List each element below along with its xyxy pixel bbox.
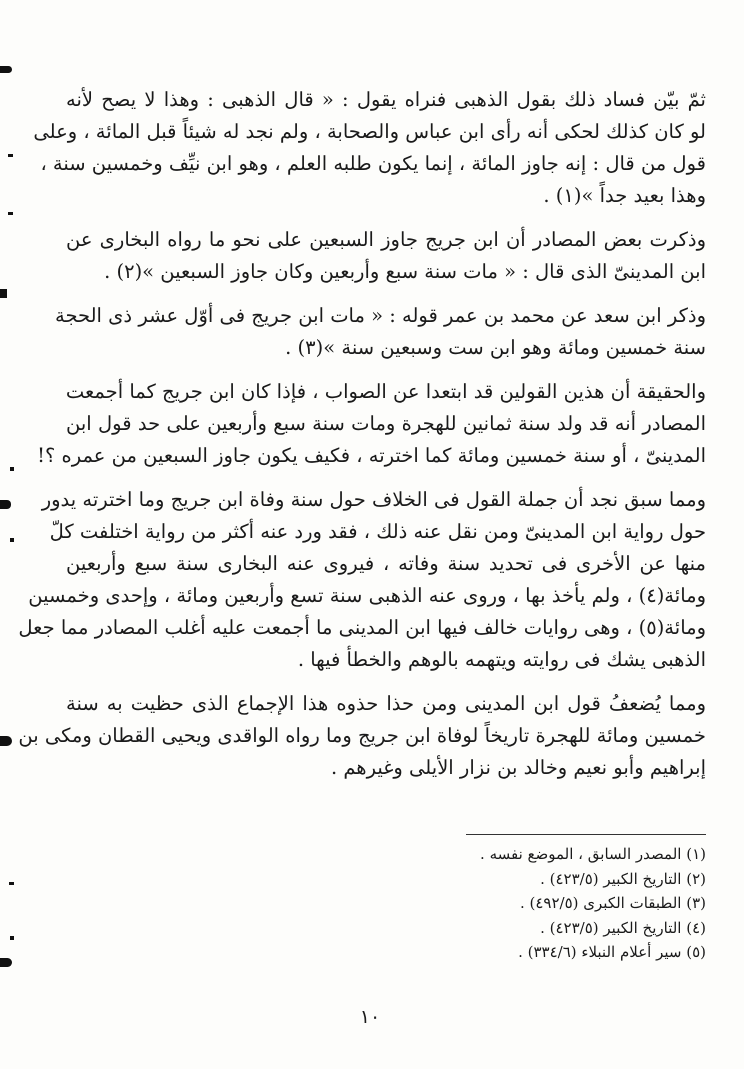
text-line: منها عن الأخرى فى تحديد سنة وفاته ، فيروى عنه البخارى سنة سبع وأربعين: [66, 552, 706, 575]
paragraph: [66, 224, 706, 288]
text-line: ومما سبق نجد أن جملة القول فى الخلاف حول سنة وفاة ابن جريج وما اخترته يدور: [41, 488, 706, 511]
scan-mark: [10, 538, 14, 542]
text-line: المدينىّ ، أو سنة خمسين ومائة كما اخترته ، فكيف يكون جاوز السبعين من عمره ؟!: [37, 444, 706, 467]
footnote: (٥) سير أعلام النبلاء (٣٣٤/٦) .: [518, 943, 706, 961]
paragraph: [33, 84, 706, 212]
footnote: (١) المصدر السابق ، الموضع نفسه .: [480, 845, 706, 863]
text-line: ومائة(٤) ، ولم يأخذ بها ، وروى عنه الذهبى سنة تسع وأربعين ومائة ، وإحدى وخمسين: [28, 584, 706, 607]
body-text: [18, 84, 706, 796]
footnote: (٣) الطبقات الكبرى (٤٩٢/٥) .: [519, 894, 706, 912]
scan-mark: [10, 467, 14, 471]
scan-mark: [8, 154, 13, 157]
paragraph: [18, 688, 706, 784]
scan-mark: [0, 500, 11, 509]
paragraph: [37, 376, 706, 472]
scan-mark: [0, 736, 12, 746]
scan-mark: [0, 289, 7, 298]
text-line: وذكر ابن سعد عن محمد بن عمر قوله : « مات ابن جريج فى أوّل عشر ذى الحجة: [54, 304, 706, 327]
paragraph: [54, 300, 706, 364]
scan-mark: [9, 882, 14, 885]
text-line: المصادر أنه قد ولد سنة ثمانين للهجرة ومات سنة سبع وأربعين على حد قول ابن: [66, 412, 706, 435]
text-line: وهذا بعيد جداً »(١) .: [543, 184, 706, 207]
text-line: إبراهيم وأبو نعيم وخالد بن نزار الأيلى وغيرهم .: [330, 756, 706, 779]
scan-mark: [0, 66, 12, 73]
footnote: (٢) التاريخ الكبير (٤٢٣/٥) .: [540, 869, 706, 888]
scan-mark: [8, 212, 13, 215]
text-line: لو كان كذلك لحكى أنه رأى ابن عباس والصحابة ، ولم نجد له شيئاً قبل المائة ، وعلى: [33, 120, 706, 143]
text-line: ابن المدينىّ الذى قال : « مات سنة سبع وأربعين وكان جاوز السبعين »(٢) .: [104, 260, 706, 283]
text-line: وذكرت بعض المصادر أن ابن جريج جاوز السبعين على نحو ما رواه البخارى عن: [66, 228, 706, 251]
footnotes: [306, 842, 706, 965]
paragraph: [18, 484, 706, 676]
scan-mark: [0, 958, 12, 967]
footnote-separator: [466, 834, 706, 835]
text-line: قول من قال : إنه جاوز المائة ، إنما يكون طلبه العلم ، وهو ابن نيِّف وخمسين سنة ،: [40, 152, 706, 175]
text-line: حول رواية ابن المدينىّ ومن نقل عنه ذلك ، فقد ورد عنه أكثر من رواية اختلفت كلّ: [49, 520, 706, 543]
text-line: الذهبى يشك فى روايته ويتهمه بالوهم والخطأ فيها .: [297, 648, 706, 671]
footnote: (٤) التاريخ الكبير (٤٢٣/٥) .: [540, 918, 706, 937]
text-line: خمسين ومائة للهجرة تاريخاً لوفاة ابن جريج وما رواه الواقدى ويحيى القطان ومكى بن: [18, 724, 706, 747]
text-line: ومما يُضعفُ قول ابن المدينى ومن حذا حذوه هذا الإجماع الذى حظيت به سنة: [66, 692, 706, 715]
text-line: ثمّ بيّن فساد ذلك بقول الذهبى فنراه يقول : « قال الذهبى : وهذا لا يصح لأنه: [66, 88, 706, 111]
page-number: ١٠: [359, 1006, 381, 1028]
text-line: سنة خمسين ومائة وهو ابن ست وسبعين سنة »(٣) .: [285, 336, 706, 359]
text-line: والحقيقة أن هذين القولين قد ابتعدا عن الصواب ، فإذا كان ابن جريج كما أجمعت: [65, 380, 706, 403]
text-line: ومائة(٥) ، وهى روايات خالف فيها ابن المدينى ما أجمعت عليه أغلب المصادر مما جعل: [18, 616, 706, 639]
scan-mark: [10, 936, 14, 940]
